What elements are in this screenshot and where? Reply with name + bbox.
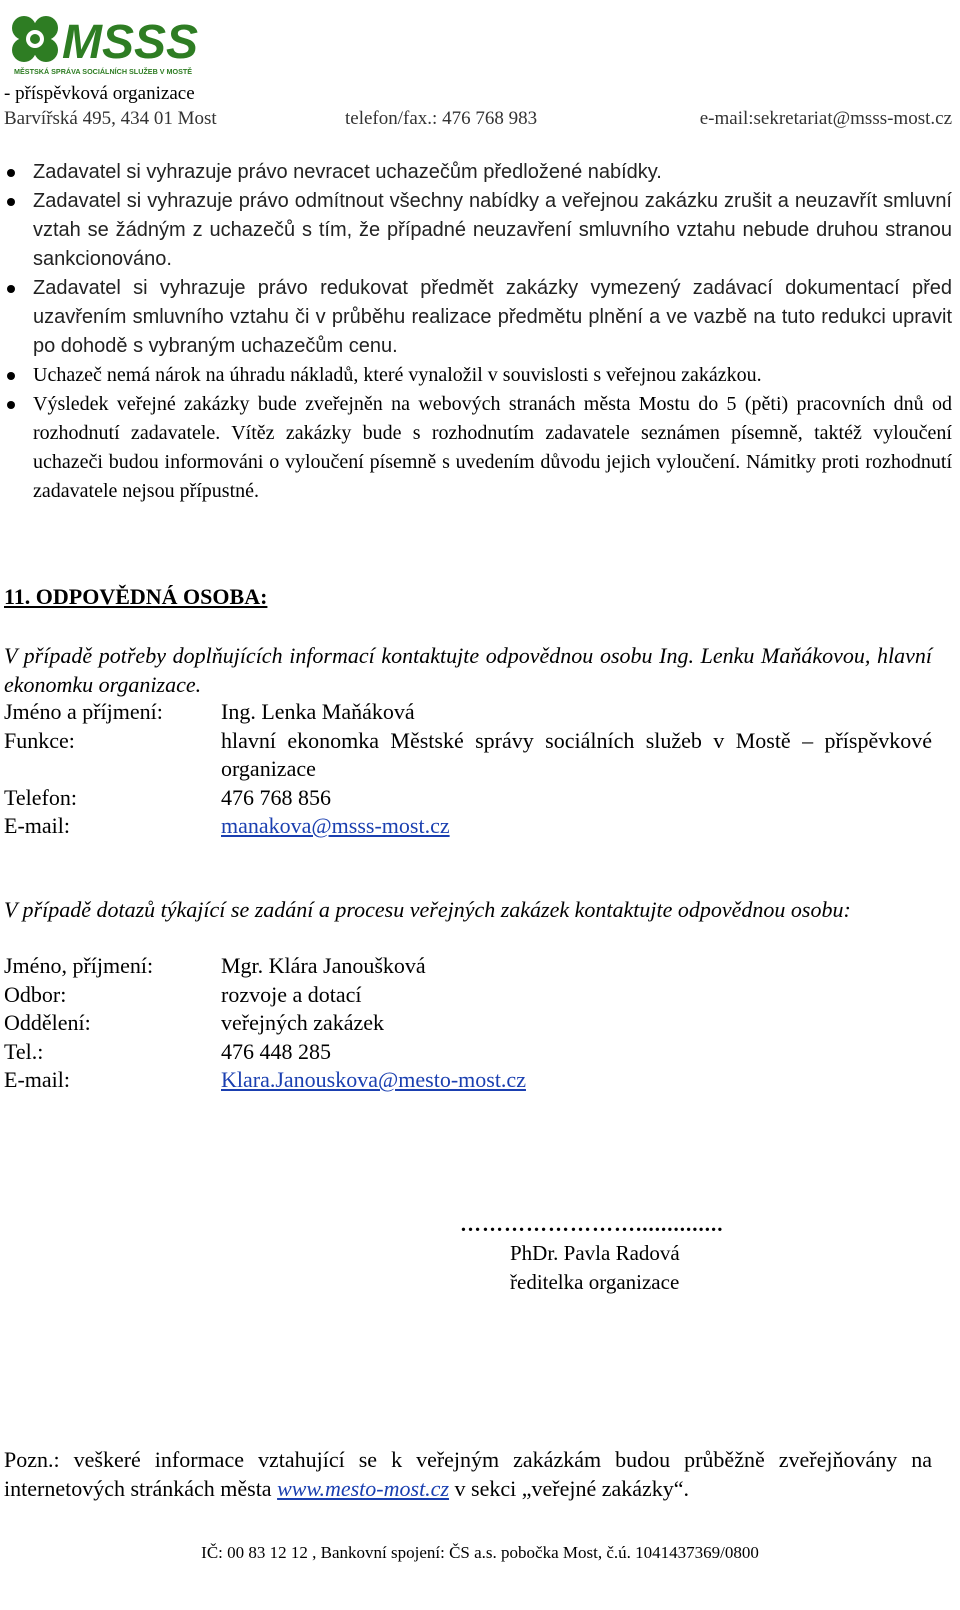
- logo-graphic: [4, 6, 234, 80]
- contact-label: Telefon:: [4, 784, 77, 810]
- contact-label: Jméno, příjmení:: [4, 953, 154, 978]
- email-link-janouskova[interactable]: Klara.Janouskova@mesto-most.cz: [221, 1067, 526, 1092]
- contact-label: E-mail:: [4, 1067, 70, 1092]
- contact-row-function: [4, 727, 932, 784]
- contact-label: Oddělení:: [4, 1010, 91, 1035]
- contact-value: veřejných zakázek: [221, 1010, 385, 1035]
- contact-row-office: [4, 1009, 932, 1038]
- contact-label: Funkce:: [4, 727, 75, 753]
- list-item: Uchazeč nemá nárok na úhradu nákladů, které vynaložil v souvislosti s veřejnou zakázkou.: [0, 361, 952, 390]
- header-address: Barvířská 495, 434 01 Most: [4, 108, 217, 129]
- contact-row-email: [4, 812, 932, 841]
- contact-label: Odbor:: [4, 981, 67, 1007]
- section-title: 11. ODPOVĚDNÁ OSOBA:: [4, 584, 268, 609]
- contact-row-name: [4, 952, 932, 981]
- note-suffix: v sekci „veřejné zakázky“.: [449, 1475, 690, 1501]
- msss-logo: [4, 6, 234, 80]
- contact-table-1: [4, 698, 932, 841]
- header-email: e-mail:sekretariat@msss-most.cz: [699, 108, 952, 129]
- contact-row-name: [4, 698, 932, 727]
- email-link-manakova[interactable]: manakova@msss-most.cz: [221, 813, 450, 838]
- contact-label: E-mail:: [4, 813, 70, 838]
- contact-intro-2: V případě dotazů týkající se zadání a procesu veřejných zakázek kontaktujte odpovědnou osobu:: [4, 897, 851, 922]
- contact-row-department: [4, 981, 932, 1010]
- footer: IČ: 00 83 12 12 , Bankovní spojení: ČS a.s. pobočka Most, č.ú. 1041437369/0800: [201, 1543, 759, 1562]
- logo-wordmark: MSSS: [62, 16, 199, 69]
- contact-intro-1: V případě potřeby doplňujících informací kontaktujte odpovědnou osobu Ing. Lenku Maňákovou, hlavní ekonomku organizace.: [4, 643, 932, 697]
- contact-value: 476 448 285: [221, 1038, 331, 1064]
- header-phone: telefon/fax.: 476 768 983: [345, 108, 538, 129]
- contact-label: Tel.:: [4, 1038, 44, 1064]
- clover-icon: [12, 16, 58, 62]
- conditions-list: [0, 158, 952, 506]
- list-item: Zadavatel si vyhrazuje právo nevracet uchazečům předložené nabídky.: [0, 158, 952, 187]
- city-website-link[interactable]: www.mesto-most.cz: [277, 1475, 450, 1501]
- contact-value: 476 768 856: [221, 784, 331, 810]
- contact-label: Jméno a příjmení:: [4, 699, 163, 724]
- contact-value: rozvoje a dotací: [221, 981, 362, 1007]
- signatory-title: ředitelka organizace: [510, 1270, 680, 1294]
- list-item: Zadavatel si vyhrazuje právo odmítnout všechny nabídky a veřejnou zakázku zrušit a neuzavřít smluvní vztah se žádným z uchazečů s tím, že případné neuzavření smluvního vztahu nebude druhou stranou sankcionováno.: [0, 187, 952, 274]
- contact-value: Ing. Lenka Maňáková: [221, 699, 415, 724]
- note: [4, 1446, 932, 1503]
- signature-block: [460, 1210, 760, 1297]
- contact-row-email: [4, 1066, 932, 1095]
- org-type: - příspěvková organizace: [4, 83, 195, 104]
- list-item: Zadavatel si vyhrazuje právo redukovat předmět zakázky vymezený zadávací dokumentací před uzavřením smluvního vztahu či v průběhu realizace předmětu plnění a ve vazbě na tuto redukci upravit po dohodě s vybraným uchazečům cenu.: [0, 274, 952, 361]
- contact-row-phone: [4, 784, 932, 813]
- signature-line: ……………………..............: [460, 1212, 724, 1236]
- signatory-name: PhDr. Pavla Radová: [510, 1241, 680, 1265]
- note-text: Pozn.: veškeré informace vztahující se k veřejným zakázkám budou průběžně zveřejňovány na internetových stránkách města: [4, 1447, 932, 1501]
- contact-value: Mgr. Klára Janoušková: [221, 953, 426, 978]
- list-item: Výsledek veřejné zakázky bude zveřejněn na webových stranách města Mostu do 5 (pěti) pracovních dnů od rozhodnutí zadavatele. Vítěz zakázky bude s rozhodnutím zadavatele seznámen písemně, taktéž vyloučení uchazeči budou informováni o vyloučení písemně s uvedením důvodu jejich vyloučení. Námitky proti rozhodnutí zadavatele nejsou přípustné.: [0, 390, 952, 506]
- logo-subtitle: MĚSTSKÁ SPRÁVA SOCIÁLNÍCH SLUŽEB V MOSTĚ: [14, 67, 193, 76]
- contact-table-2: [4, 952, 932, 1095]
- contact-value: hlavní ekonomka Městské správy sociálních služeb v Mostě – příspěvkové organizace: [221, 727, 932, 781]
- contact-row-phone: [4, 1038, 932, 1067]
